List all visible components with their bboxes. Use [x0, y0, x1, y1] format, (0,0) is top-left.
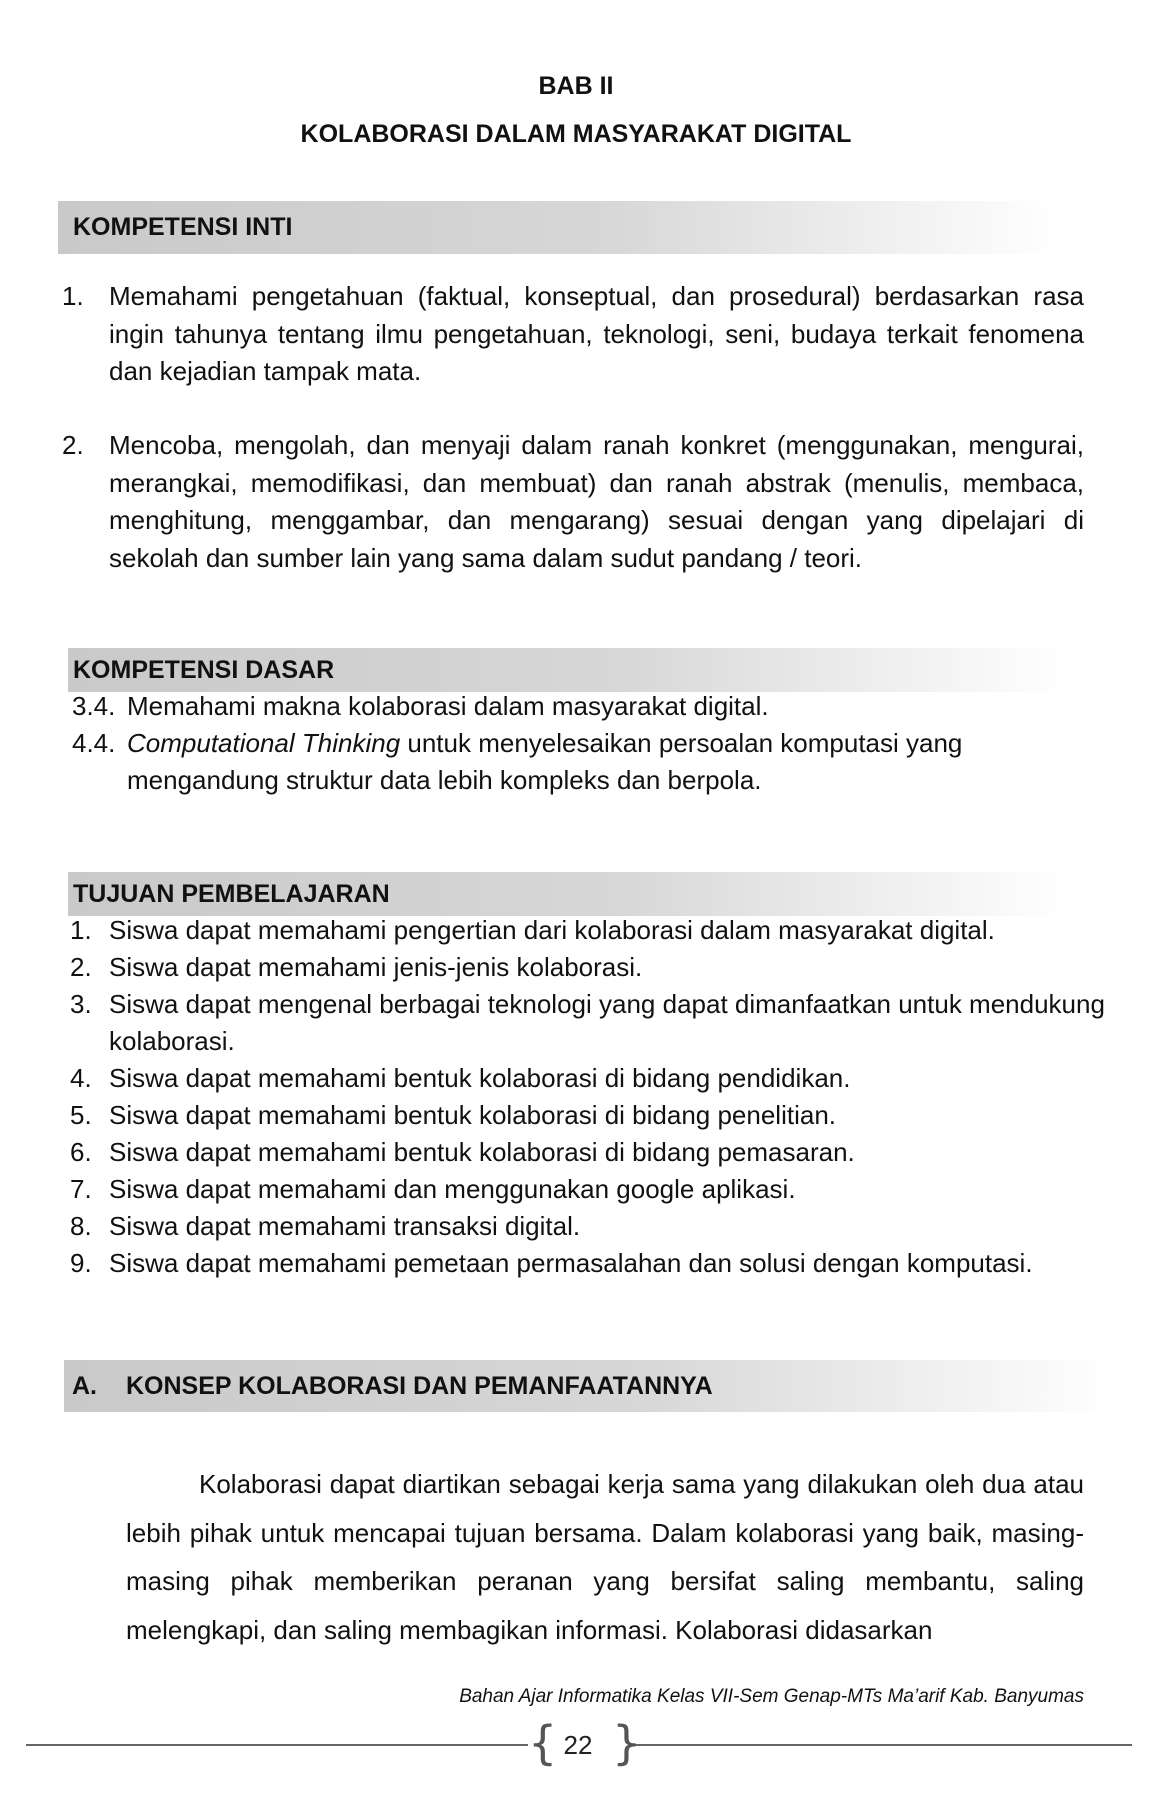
- item-number: 6.: [70, 1137, 92, 1167]
- list-item: [70, 912, 1110, 949]
- chapter-title: KOLABORASI DALAM MASYARAKAT DIGITAL: [300, 120, 852, 148]
- footer-divider-left: [26, 1744, 528, 1746]
- tujuan-list: [70, 912, 1110, 1282]
- list-item: [70, 1060, 1110, 1097]
- item-number: 7.: [70, 1174, 92, 1204]
- kompetensi-inti-heading: KOMPETENSI INTI: [58, 201, 1058, 254]
- footer-divider-right: [628, 1744, 1132, 1746]
- item-text: Memahami makna kolaborasi dalam masyarakat digital.: [127, 691, 769, 721]
- list-item: [70, 1097, 1110, 1134]
- page-bracket-right-icon: }: [612, 1716, 642, 1770]
- item-number: 1.: [70, 915, 92, 945]
- section-letter: A.: [72, 1372, 97, 1400]
- list-item: [70, 1245, 1110, 1282]
- item-text: Siswa dapat memahami jenis-jenis kolaborasi.: [109, 952, 643, 982]
- item-text: Siswa dapat memahami bentuk kolaborasi di bidang pemasaran.: [109, 1137, 855, 1167]
- list-item: [70, 1208, 1110, 1245]
- item-text: Siswa dapat memahami bentuk kolaborasi di bidang pendidikan.: [109, 1063, 851, 1093]
- list-item: [70, 1171, 1110, 1208]
- footer-note: Bahan Ajar Informatika Kelas VII-Sem Genap-MTs Ma’arif Kab. Banyumas: [459, 1686, 1084, 1707]
- item-text: Siswa dapat memahami pengertian dari kolaborasi dalam masyarakat digital.: [109, 915, 995, 945]
- item-number: 5.: [70, 1100, 92, 1130]
- item-text-rest: untuk menyelesaikan persoalan komputasi yang mengandung struktur data lebih kompleks dan berpola.: [127, 728, 963, 795]
- item-number: 2.: [70, 952, 92, 982]
- item-number: 3.4.: [72, 691, 116, 721]
- section-title: KONSEP KOLABORASI DAN PEMANFAATANNYA: [126, 1372, 713, 1400]
- body-paragraph: Kolaborasi dapat diartikan sebagai kerja sama yang dilakukan oleh dua atau lebih pihak untuk mencapai tujuan bersama. Dalam kolaborasi yang baik, masing-masing pihak memberikan peranan yang bersifat saling membantu, saling melengkapi, dan saling membagikan informasi. Kolaborasi didasarkan: [126, 1469, 1084, 1645]
- item-text: Siswa dapat memahami transaksi digital.: [109, 1211, 581, 1241]
- tujuan-pembelajaran-heading: TUJUAN PEMBELAJARAN: [68, 872, 1068, 916]
- list-item: [72, 688, 1092, 725]
- item-number: 3.: [70, 989, 92, 1019]
- item-text: Memahami pengetahuan (faktual, konseptual, dan prosedural) berdasarkan rasa ingin tahunya tentang ilmu pengetahuan, teknologi, seni, budaya terkait fenomena dan kejadian tampak mata.: [109, 281, 1084, 386]
- list-item: [62, 427, 1084, 577]
- item-number: 4.: [70, 1063, 92, 1093]
- chapter-number: BAB II: [538, 72, 614, 100]
- item-number: 9.: [70, 1248, 92, 1278]
- kompetensi-dasar-heading: KOMPETENSI DASAR: [68, 648, 1068, 692]
- item-text: Mencoba, mengolah, dan menyaji dalam ranah konkret (menggunakan, mengurai, merangkai, memodifikasi, dan membuat) dan ranah abstrak (menulis, membaca, menghitung, menggambar, dan mengarang) sesuai dengan yang dipelajari di sekolah dan sumber lain yang sama dalam sudut pandang / teori.: [109, 430, 1084, 573]
- list-item: [70, 1134, 1110, 1171]
- item-number: 8.: [70, 1211, 92, 1241]
- item-number: 2.: [62, 430, 84, 460]
- item-number: 1.: [62, 281, 84, 311]
- list-item: [62, 278, 1084, 391]
- list-item: [70, 949, 1110, 986]
- item-text: Siswa dapat memahami pemetaan permasalahan dan solusi dengan komputasi.: [109, 1248, 1033, 1278]
- item-text: Siswa dapat memahami bentuk kolaborasi di bidang penelitian.: [109, 1100, 836, 1130]
- item-text: [127, 725, 1092, 799]
- list-item: [70, 986, 1110, 1060]
- item-text: Siswa dapat mengenal berbagai teknologi yang dapat dimanfaatkan untuk mendukung kolaborasi.: [109, 989, 1105, 1056]
- item-italic-term: Computational Thinking: [127, 728, 401, 758]
- page-bracket-left-icon: {: [528, 1716, 558, 1770]
- item-number: 4.4.: [72, 728, 116, 758]
- list-item: [72, 725, 1092, 799]
- section-a-heading: [64, 1360, 1114, 1412]
- item-text: Siswa dapat memahami dan menggunakan google aplikasi.: [109, 1174, 796, 1204]
- page-number: 22: [563, 1730, 593, 1760]
